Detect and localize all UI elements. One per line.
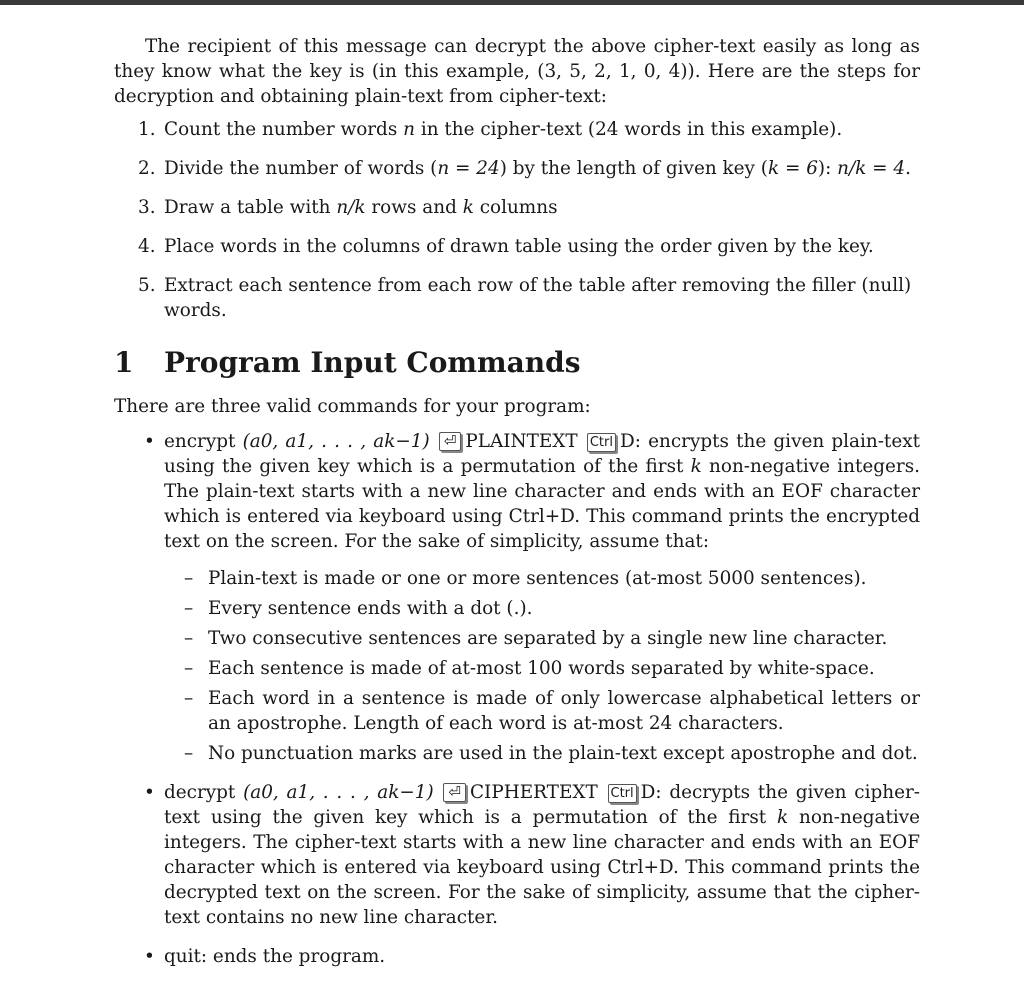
step-3: 3. Draw a table with n/k rows and k columns — [138, 197, 558, 218]
command-name: encrypt — [164, 431, 236, 452]
step-2: 2. Divide the number of words (n = 24) by the length of given key (k = 6): n/k = 4. — [138, 158, 911, 179]
section-title: Program Input Commands — [164, 346, 581, 379]
command-decrypt: • decrypt (a0, a1, . . . , ak−1) ⏎ CIPHERTEXT Ctrl D: decrypts the given cipher-text using the given key which is a permutation of the first k non-negative integers. The cipher-text starts with a new line character and ends with an EOF character which is entered via keyboard using Ctrl+D. This command prints the decrypted text on the screen. For the sake of simplicity, assume that the cipher-text contains no new line character. — [144, 782, 920, 928]
command-args: (a0, a1, . . . , ak−1) — [242, 431, 430, 452]
rule-item: – Plain-text is made or one or more sentences (at-most 5000 sentences). — [184, 568, 867, 589]
plaintext-rules — [164, 566, 920, 766]
plaintext-label: PLAINTEXT — [465, 431, 578, 452]
bullet-icon: • — [144, 782, 155, 803]
command-args: (a0, a1, . . . , ak−1) — [243, 782, 434, 803]
bullet-icon: • — [144, 431, 155, 452]
rule-item: – Two consecutive sentences are separated by a single new line character. — [184, 628, 888, 649]
commands-intro: There are three valid commands for your program: — [114, 396, 591, 417]
step-marker: 1. — [138, 119, 156, 140]
command-list — [114, 429, 920, 969]
section-number: 1 — [114, 346, 134, 379]
step-marker: 3. — [138, 197, 156, 218]
step-marker: 5. — [138, 275, 156, 296]
rule-item: – Each sentence is made of at-most 100 words separated by white-space. — [184, 658, 875, 679]
command-quit: • quit: ends the program. — [144, 946, 386, 967]
enter-key-icon: ⏎ — [439, 432, 462, 451]
ctrl-key-icon: Ctrl — [608, 784, 637, 803]
step-marker: 2. — [138, 158, 156, 179]
command-name: decrypt — [164, 782, 236, 803]
step-1: 1. Count the number words n in the cipher-text (24 words in this example). — [138, 119, 843, 140]
rule-item: – Every sentence ends with a dot (.). — [184, 598, 533, 619]
intro-paragraph: The recipient of this message can decrypt the above cipher-text easily as long as they know what the key is (in this example, (3, 5, 2, 1, 0, 4)). Here are the steps for decryption and obtaining plain-text from cipher-text: — [114, 36, 920, 107]
top-border — [0, 0, 1024, 5]
rule-item: – Each word in a sentence is made of only lowercase alphabetical letters or an apostrophe. Length of each word is at-most 24 characters. — [184, 688, 920, 734]
ctrl-key-icon: Ctrl — [587, 433, 616, 452]
ciphertext-label: CIPHERTEXT — [469, 782, 598, 803]
step-marker: 4. — [138, 236, 156, 257]
decryption-steps — [114, 117, 920, 323]
step-5: 5. Extract each sentence from each row of the table after removing the filler (null) words. — [138, 275, 912, 321]
step-4: 4. Place words in the columns of drawn table using the order given by the key. — [138, 236, 874, 257]
enter-key-icon: ⏎ — [443, 783, 466, 802]
command-encrypt: • encrypt (a0, a1, . . . , ak−1) ⏎ PLAINTEXT Ctrl D: encrypts the given plain-text using the given key which is a permutation of the first k non-negative integers. The plain-text starts with a new line character and ends with an EOF character which is entered via keyboard using Ctrl+D. This command prints the encrypted text on the screen. For the sake of simplicity, assume that: – Plain-text is made or one or more sentences (at-most 5000 sentences). – Every sentence ends with a dot (.). – Two consecutive sentences are separated by a single new line character. – Each sentence is made of at-most 100 words separated by white-space. – Each word in a sentence is made of only lowercase alphabetical letters or an apostrophe. Length of each word is at-most 24 characters. – No punctuation marks are used in the plain-text except apostrophe and dot. — [144, 431, 920, 764]
bullet-icon: • — [144, 946, 155, 967]
section-heading — [114, 346, 920, 380]
rule-item: – No punctuation marks are used in the plain-text except apostrophe and dot. — [184, 743, 918, 764]
document-page — [114, 34, 920, 983]
